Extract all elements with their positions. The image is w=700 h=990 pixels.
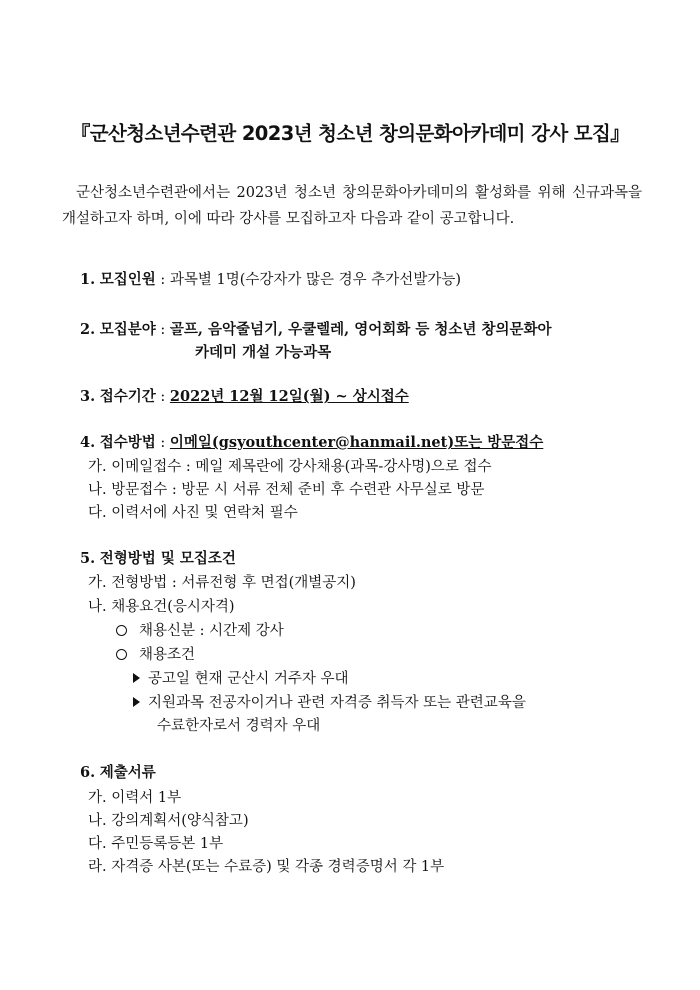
section-1-title: 모집인원 xyxy=(99,271,156,288)
circle-bullet-icon xyxy=(116,625,127,636)
section-4-item-ga: 가. 이메일접수 : 메일 제목란에 강사채용(과목-강사명)으로 접수 xyxy=(88,459,492,475)
triangle-bullet-icon xyxy=(133,697,140,707)
section-2-content-line2: 카데미 개설 가능과목 xyxy=(195,344,332,361)
section-6-number: 6. xyxy=(80,764,96,781)
section-5-number: 5. xyxy=(80,550,96,567)
section-4-number: 4. xyxy=(80,434,96,451)
section-2-separator: : xyxy=(155,322,170,338)
section-6-item-ra: 라. 자격증 사본(또는 수료증) 및 각종 경력증명서 각 1부 xyxy=(88,859,445,875)
section-5-circle-item-1 xyxy=(116,619,284,640)
section-5-item-ga: 가. 전형방법 : 서류전형 후 면접(개별공지) xyxy=(88,575,356,591)
document-title: 『군산청소년수련관 2023년 청소년 창의문화아카데미 강사 모집』 xyxy=(70,122,630,145)
section-6-item-ga: 가. 이력서 1부 xyxy=(88,790,182,806)
section-2 xyxy=(80,318,552,339)
section-1-number: 1. xyxy=(80,271,96,288)
section-5-item-na: 나. 채용요건(응시자격) xyxy=(88,599,235,615)
circle-bullet-icon xyxy=(116,649,127,660)
section-5-circle-item-2 xyxy=(116,643,195,664)
section-1-content: 과목별 1명(수강자가 많은 경우 추가선발가능) xyxy=(169,272,461,288)
tri-item-1-text: 공고일 현재 군산시 거주자 우대 xyxy=(148,671,349,687)
section-2-number: 2. xyxy=(80,321,96,338)
section-5-tri-item-2 xyxy=(133,691,526,712)
section-5-tri-item-1 xyxy=(133,667,349,688)
circle-item-1-text: 채용신분 : 시간제 강사 xyxy=(139,623,284,639)
tri-item-2-text-line1: 지원과목 전공자이거나 관련 자격증 취득자 또는 관련교육을 xyxy=(148,695,526,711)
section-4-item-na: 나. 방문접수 : 방문 시 서류 전체 준비 후 수련관 사무실로 방문 xyxy=(88,482,485,498)
section-3-content: 2022년 12월 12일(월) ~ 상시접수 xyxy=(169,388,409,405)
section-1 xyxy=(80,268,461,289)
intro-paragraph xyxy=(62,180,642,232)
intro-text: 군산청소년수련관에서는 2023년 청소년 창의문화아카데미의 활성화를 위해 신규과목을 개설하고자 하며, 이에 따라 강사를 모집하고자 다음과 같이 공고합니다. xyxy=(62,185,642,227)
section-4 xyxy=(80,431,543,452)
section-4-separator: : xyxy=(155,435,170,451)
section-6 xyxy=(80,761,156,782)
section-5-title: 전형방법 및 모집조건 xyxy=(99,550,236,567)
section-2-content-line1: 골프, 음악줄넘기, 우쿨렐레, 영어회화 등 청소년 창의문화아 xyxy=(169,321,552,338)
section-1-separator: : xyxy=(155,272,170,288)
section-3 xyxy=(80,385,409,406)
section-5 xyxy=(80,547,236,568)
section-3-number: 3. xyxy=(80,388,96,405)
section-4-title: 접수방법 xyxy=(99,434,156,451)
section-2-title: 모집분야 xyxy=(99,321,156,338)
section-6-item-na: 나. 강의계획서(양식참고) xyxy=(88,813,249,829)
triangle-bullet-icon xyxy=(133,673,140,683)
section-6-title: 제출서류 xyxy=(99,764,156,781)
section-4-item-da: 다. 이력서에 사진 및 연락처 필수 xyxy=(88,505,298,521)
section-6-item-da: 다. 주민등록등본 1부 xyxy=(88,836,224,852)
section-4-content: 이메일(gsyouthcenter@hanmail.net)또는 방문접수 xyxy=(169,434,544,451)
circle-item-2-text: 채용조건 xyxy=(139,647,196,663)
tri-item-2-text-line2: 수료한자로서 경력자 우대 xyxy=(157,718,321,734)
section-3-title: 접수기간 xyxy=(99,388,156,405)
section-3-separator: : xyxy=(155,389,170,405)
